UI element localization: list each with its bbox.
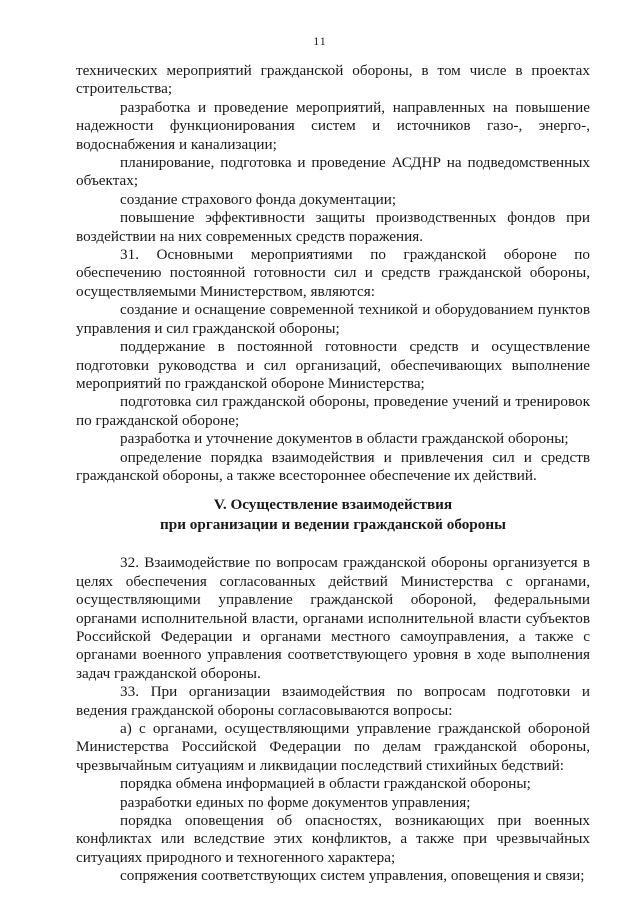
paragraph: определение порядка взаимодействия и привлечения сил и средств гражданской обороны, а также всестороннее обеспечение их действий. <box>76 448 590 484</box>
paragraph: разработка и проведение мероприятий, направленных на повышение надежности функционирования систем и источников газо-, энерго-, водоснабжения и канализации; <box>76 98 590 153</box>
paragraph: 31. Основными мероприятиями по гражданской обороне по обеспечению постоянной готовности сил и средств гражданской обороны, осуществляемыми Министерством, являются: <box>76 246 590 300</box>
paragraph: сопряжения соответствующих систем управления, оповещения и связи; <box>120 867 585 885</box>
paragraphs-before-section <box>76 62 590 485</box>
paragraph: создание страхового фонда документации; <box>120 190 397 208</box>
paragraph: разработка и уточнение документов в области гражданской обороны; <box>120 430 569 448</box>
section-heading-line-2: при организации и ведении гражданской обороны <box>160 516 506 534</box>
paragraph: технических мероприятий гражданской обороны, в том числе в проектах строительства; <box>76 62 590 98</box>
section-heading-line-1: V. Осуществление взаимодействия <box>213 496 453 514</box>
section-heading <box>76 495 590 535</box>
paragraph: повышение эффективности защиты производственных фондов при воздействии на них современных средств поражения. <box>76 209 590 245</box>
paragraph: разработки единых по форме документов управления; <box>120 793 471 811</box>
paragraph: подготовка сил гражданской обороны, проведение учений и тренировок по гражданской обороне; <box>76 393 590 429</box>
paragraph: планирование, подготовка и проведение АСДНР на подведомственных объектах; <box>76 154 590 190</box>
paragraphs-after-section <box>76 554 590 885</box>
paragraph: 33. При организации взаимодействия по вопросам подготовки и ведения гражданской обороны согласовываются вопросы: <box>76 683 590 719</box>
paragraph: а) с органами, осуществляющими управление гражданской обороной Министерства Российской Федерации по делам гражданской обороны, чрезвычайным ситуациям и ликвидации последствий стихийных бедствий: <box>76 720 590 774</box>
paragraph: поддержание в постоянной готовности средств и осуществление подготовки руководства и сил организаций, обеспечивающих выполнение мероприятий по гражданской обороне Министерства; <box>76 338 590 392</box>
paragraph: порядка оповещения об опасностях, возникающих при военных конфликтах или вследствие этих конфликтов, а также при чрезвычайных ситуациях природного и техногенного характера; <box>76 812 590 866</box>
paragraph: порядка обмена информацией в области гражданской обороны; <box>120 775 531 793</box>
document-body <box>76 62 590 886</box>
paragraph: создание и оснащение современной техникой и оборудованием пунктов управления и сил гражданской обороны; <box>76 301 590 337</box>
page-number: 11 <box>313 34 327 48</box>
paragraph: 32. Взаимодействие по вопросам гражданской обороны организуется в целях обеспечения согласованных действий Министерства с органами, осуществляющими управление гражданской обороной, федеральными органами исполнительной власти, органами исполнительной власти субъектов Российской Федерации и органами местного самоуправления, а также с органами военного управления соответствующего уровня в ходе выполнения задач гражданской обороны. <box>76 554 590 682</box>
